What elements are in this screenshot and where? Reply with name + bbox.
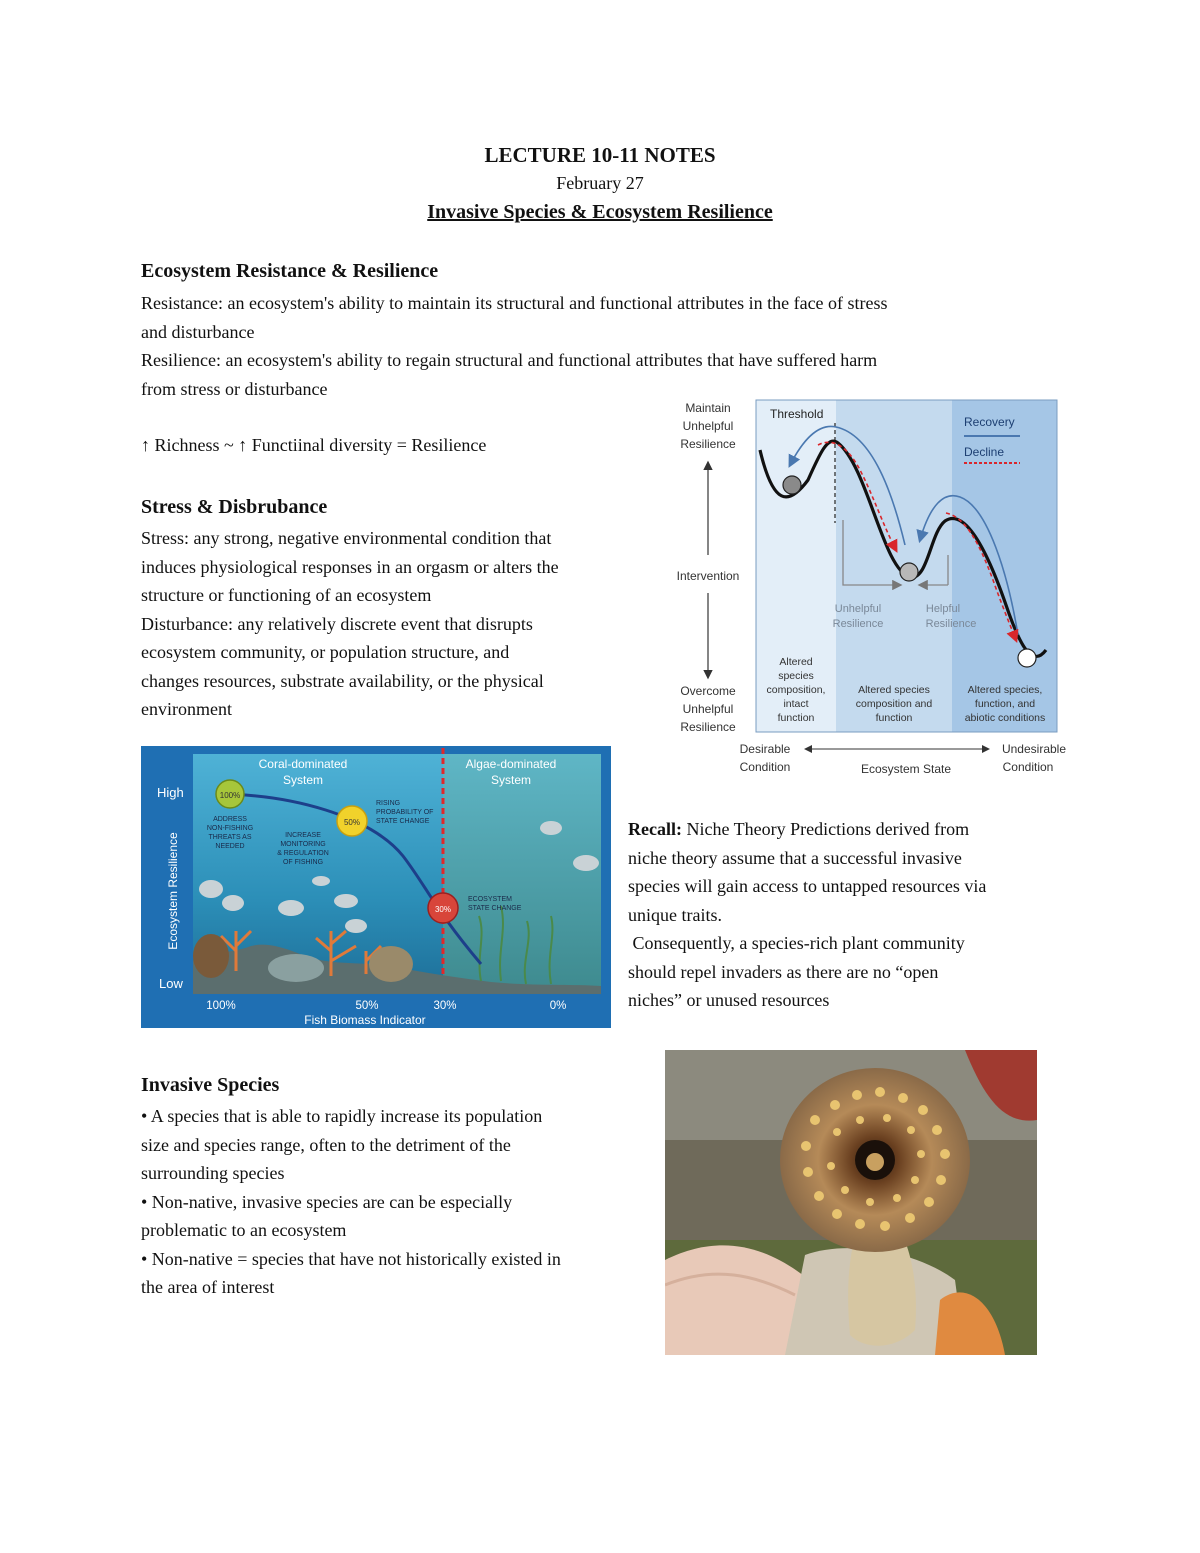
left-bottom-label-3: Resilience — [680, 720, 736, 734]
text-line: induces physiological responses in an orgasm or alters the — [141, 556, 559, 577]
page-title: LECTURE 10-11 NOTES — [484, 143, 716, 167]
text-line: Consequently, a species-rich plant community — [628, 933, 965, 953]
c2-text-2: MONITORING — [280, 841, 326, 848]
axis-right-2: Condition — [1002, 760, 1054, 774]
text-line: changes resources, substrate availability, or the physical — [141, 670, 544, 691]
zone2-text-1: Altered species — [858, 684, 930, 696]
text-line: should repel invaders as there are no “open — [628, 961, 939, 982]
text-line: Disturbance: any relatively discrete event that disrupts — [141, 613, 533, 634]
x-tick-50: 50% — [355, 1000, 379, 1012]
zone-2 — [836, 400, 952, 732]
c3-text-2: STATE CHANGE — [468, 905, 522, 912]
stress-paragraph — [141, 524, 559, 724]
coral-label-2: System — [282, 773, 324, 787]
axis-ecosystem-state: Ecosystem State — [860, 762, 952, 776]
c1-text-4: NEEDED — [215, 843, 245, 850]
ball-desirable — [783, 476, 801, 494]
c1-text-1: ADDRESS — [213, 816, 247, 823]
x-axis-label: Fish Biomass Indicator — [304, 1013, 426, 1027]
text-line: surrounding species — [141, 1163, 285, 1183]
c2-right-2: PROBABILITY OF — [376, 809, 434, 816]
text-line: and disturbance — [141, 321, 255, 342]
zone1-text-3: composition, — [766, 684, 826, 696]
heading-resistance-resilience: Ecosystem Resistance & Resilience — [141, 260, 439, 282]
c1-text-2: NON-FISHING — [206, 825, 254, 832]
text-line: from stress or disturbance — [141, 378, 328, 399]
text-line: • Non-native, invasive species are can be especially — [141, 1191, 513, 1212]
text-line: the area of interest — [141, 1277, 275, 1297]
helpful-label-1: Helpful — [925, 603, 961, 615]
c2-text-4: OF FISHING — [282, 859, 324, 866]
c2-text-3: & REGULATION — [277, 850, 329, 857]
unhelpful-label-1: Unhelpful — [834, 603, 882, 615]
zone3-text-3: abiotic conditions — [964, 712, 1046, 724]
text-line: • Non-native = species that have not historically existed in — [141, 1248, 561, 1269]
axis-left-2: Condition — [739, 760, 791, 774]
heading-invasive-species: Invasive Species — [141, 1074, 280, 1096]
text-line: size and species range, often to the detriment of the — [141, 1134, 511, 1155]
text-line: species will gain access to untapped resources via — [628, 876, 987, 896]
ball-middle — [900, 563, 918, 581]
text-line: niche theory assume that a successful invasive — [628, 847, 962, 868]
text-line: environment — [141, 699, 232, 719]
text-line: problematic to an ecosystem — [141, 1220, 347, 1240]
ball-undesirable — [1018, 649, 1036, 667]
algae-label-1: Algae-dominated — [465, 757, 557, 771]
recall-first-line — [628, 815, 986, 844]
zone3-text-1: Altered species, — [967, 684, 1043, 696]
left-top-label-1: Maintain — [685, 401, 731, 415]
resilience-formula: ↑ Richness ~ ↑ Functiinal diversity = Resilience — [141, 435, 487, 455]
zone1-text-2: species — [778, 670, 814, 682]
y-axis-label: Ecosystem Resilience — [166, 832, 180, 950]
helpful-label-2: Resilience — [925, 618, 977, 630]
circle-50-label: 50% — [343, 818, 361, 827]
text-line: structure or functioning of an ecosystem — [141, 585, 432, 605]
circle-30-label: 30% — [434, 905, 452, 914]
coral-label-1: Coral-dominated — [258, 757, 348, 771]
left-top-label-3: Resilience — [680, 437, 736, 451]
recall-paragraph — [628, 815, 986, 1015]
legend-decline: Decline — [964, 445, 1005, 459]
zone1-text-5: function — [777, 712, 815, 724]
page-subtitle: Invasive Species & Ecosystem Resilience — [427, 201, 773, 223]
lamprey-photo — [665, 1050, 1037, 1355]
zone1-text-1: Altered — [779, 656, 813, 668]
heading-stress-disturbance: Stress & Disbrubance — [141, 496, 328, 518]
definitions-paragraph — [141, 289, 888, 403]
left-bottom-label-2: Unhelpful — [682, 702, 734, 716]
algae-label-2: System — [490, 773, 532, 787]
text-line: Resilience: an ecosystem's ability to regain structural and functional attributes that have suffered harm — [141, 350, 878, 370]
intervention-label: Intervention — [676, 569, 740, 583]
left-bottom-label-1: Overcome — [680, 684, 736, 698]
reef-resilience-figure — [141, 746, 611, 1028]
left-top-label-2: Unhelpful — [682, 419, 734, 433]
x-tick-0: 0% — [549, 1000, 567, 1012]
zone2-text-2: composition and — [855, 698, 933, 710]
text-line: Resistance: an ecosystem's ability to maintain its structural and functional attributes in the face of stress — [141, 293, 888, 313]
text-line: • A species that is able to rapidly increase its population — [141, 1106, 543, 1126]
c3-text-1: ECOSYSTEM — [468, 896, 512, 903]
text-line: niches” or unused resources — [628, 990, 830, 1010]
x-tick-30: 30% — [433, 1000, 457, 1012]
y-high-label: High — [157, 785, 184, 800]
threshold-label: Threshold — [770, 407, 824, 421]
recall-label: Recall: — [628, 819, 682, 839]
circle-100-label: 100% — [219, 791, 241, 800]
resilience-diagram — [668, 395, 1078, 780]
zone3-text-2: function, and — [974, 698, 1036, 710]
c2-text-1: INCREASE — [285, 832, 321, 839]
legend-recovery: Recovery — [964, 415, 1015, 429]
y-low-label: Low — [159, 976, 183, 991]
c2-right-3: STATE CHANGE — [376, 818, 430, 825]
page-date: February 27 — [556, 173, 644, 193]
axis-left-1: Desirable — [739, 742, 791, 756]
recall-first-text: Niche Theory Predictions derived from — [681, 819, 970, 839]
zone1-text-4: intact — [783, 698, 809, 710]
invasive-paragraph — [141, 1102, 561, 1302]
zone2-text-3: function — [875, 712, 913, 724]
x-tick-100: 100% — [206, 1000, 236, 1012]
unhelpful-label-2: Resilience — [832, 618, 884, 630]
text-line: ecosystem community, or population structure, and — [141, 642, 510, 662]
c2-right-1: RISING — [376, 800, 401, 807]
c1-text-3: THREATS AS — [208, 834, 252, 841]
axis-right-1: Undesirable — [1001, 742, 1067, 756]
text-line: Stress: any strong, negative environmental condition that — [141, 528, 552, 548]
text-line: unique traits. — [628, 904, 722, 925]
